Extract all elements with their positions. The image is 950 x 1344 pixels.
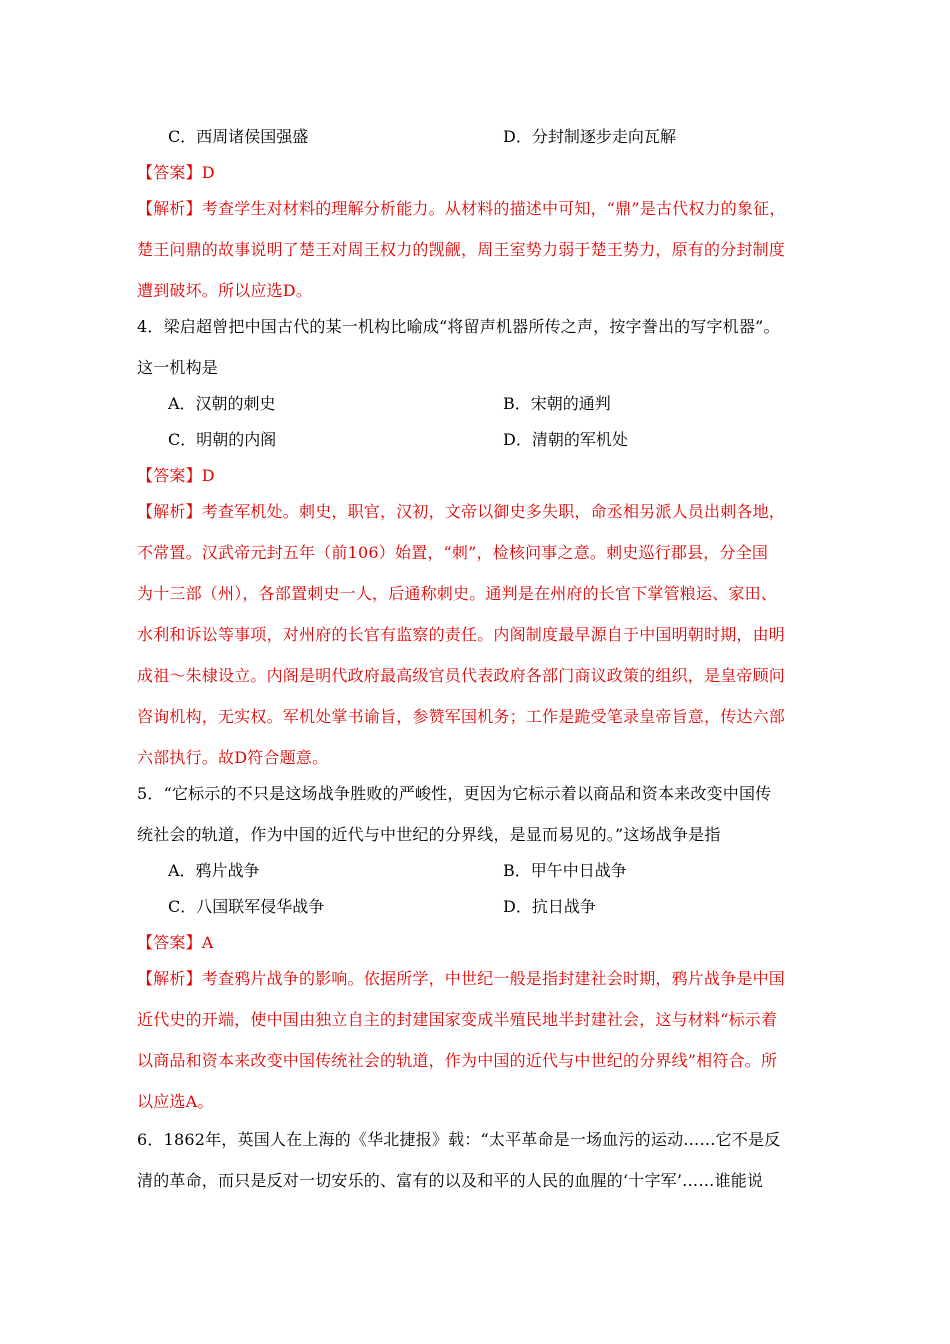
q5-stem-line-2: 统社会的轨道，作为中国的近代与中世纪的分界线，是显而易见的。”这场战争是指 — [137, 825, 721, 844]
q3-option-c: C．西周诸侯国强盛 — [168, 127, 309, 146]
q3-option-d: D．分封制逐步走向瓦解 — [503, 127, 676, 146]
q4-option-d: D．清朝的军机处 — [503, 430, 628, 449]
q4-analysis-line-7: 六部执行。故D符合题意。 — [137, 748, 329, 767]
q4-analysis-line-3: 为十三部（州），各部置刺史一人，后通称刺史。通判是在州府的长官下掌管粮运、家田、 — [137, 584, 778, 603]
q3-analysis-line-3: 遭到破坏。所以应选D。 — [137, 281, 313, 300]
q5-analysis-line-3: 以商品和资本来改变中国传统社会的轨道，作为中国的近代与中世纪的分界线”相符合。所 — [137, 1051, 778, 1070]
q6-stem-line-1: 6．1862年，英国人在上海的《华北捷报》载：“太平革命是一场血污的运动……它不是反 — [137, 1130, 781, 1149]
q4-option-b: B．宋朝的通判 — [503, 394, 611, 413]
q5-answer: 【答案】A — [137, 933, 214, 952]
q4-option-a: A．汉朝的刺史 — [168, 394, 276, 413]
q4-option-c: C．明朝的内阁 — [168, 430, 277, 449]
q4-analysis-line-6: 咨询机构，无实权。军机处掌书谕旨，参赞军国机务；工作是跪受笔录皇帝旨意，传达六部 — [137, 707, 786, 726]
q4-answer: 【答案】D — [137, 466, 215, 485]
q5-stem-line-1: 5．“它标示的不只是这场战争胜败的严峻性，更因为它标示着以商品和资本来改变中国传 — [137, 784, 772, 803]
q5-option-c: C．八国联军侵华战争 — [168, 897, 325, 916]
q5-analysis-line-2: 近代史的开端，使中国由独立自主的封建国家变成半殖民地半封建社会，这与材料“标示着 — [137, 1010, 778, 1029]
q3-analysis-line-1: 【解析】考查学生对材料的理解分析能力。从材料的描述中可知，“鼎”是古代权力的象征， — [137, 199, 786, 218]
q4-stem-line-2: 这一机构是 — [137, 358, 219, 377]
q3-answer: 【答案】D — [137, 163, 215, 182]
q5-analysis-line-1: 【解析】考查鸦片战争的影响。依据所学，中世纪一般是指封建社会时期，鸦片战争是中国 — [137, 969, 786, 988]
q4-stem-line-1: 4．梁启超曾把中国古代的某一机构比喻成“将留声机器所传之声，按字誊出的写字机器”。 — [137, 317, 780, 336]
q5-analysis-line-4: 以应选A。 — [137, 1092, 214, 1111]
q5-option-d: D．抗日战争 — [503, 897, 596, 916]
q5-option-a: A．鸦片战争 — [168, 861, 260, 880]
q6-stem-line-2: 清的革命，而只是反对一切安乐的、富有的以及和平的人民的血腥的‘十字军’……谁能说 — [137, 1171, 764, 1190]
q5-option-b: B．甲午中日战争 — [503, 861, 627, 880]
q4-analysis-line-1: 【解析】考查军机处。刺史，职官，汉初，文帝以御史多失职，命丞相另派人员出刺各地， — [137, 502, 786, 521]
q4-analysis-line-2: 不常置。汉武帝元封五年（前106）始置，“刺”，检核问事之意。刺史巡行郡县，分全国 — [137, 543, 769, 562]
q4-analysis-line-5: 成祖～朱棣设立。内阁是明代政府最高级官员代表政府各部门商议政策的组织，是皇帝顾问 — [137, 666, 786, 685]
q4-analysis-line-4: 水利和诉讼等事项，对州府的长官有监察的责任。内阁制度最早源自于中国明朝时期，由明 — [137, 625, 786, 644]
q3-analysis-line-2: 楚王问鼎的故事说明了楚王对周王权力的觊觎，周王室势力弱于楚王势力，原有的分封制度 — [137, 240, 786, 259]
